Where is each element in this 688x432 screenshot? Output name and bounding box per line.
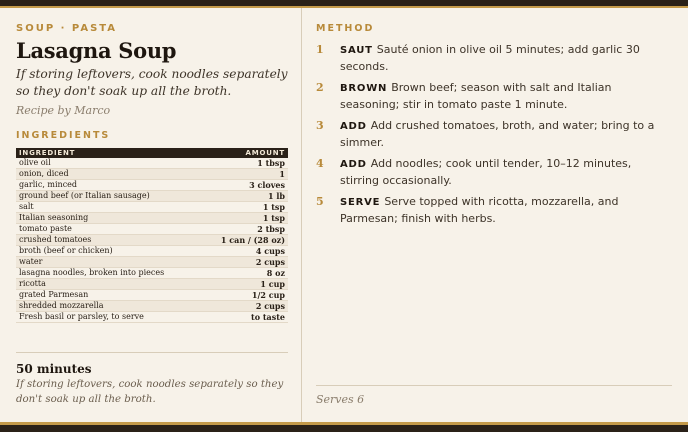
table-row — [16, 268, 288, 279]
ingredient-name: ground beef (or Italian sausage) — [16, 191, 202, 202]
step-verb: SAUT — [340, 45, 373, 56]
step-number: 3 — [316, 119, 324, 132]
ingredient-amount: 1 cup — [202, 279, 288, 290]
right-footer-divider — [316, 385, 672, 386]
ingredient-name: tomato paste — [16, 224, 202, 235]
ingredients-table — [16, 148, 288, 323]
column-divider — [301, 8, 302, 422]
category-eyebrow: SOUP · PASTA — [16, 23, 118, 34]
table-row — [16, 180, 288, 191]
ingredient-name: garlic, minced — [16, 180, 202, 191]
left-footer-divider — [16, 352, 288, 353]
list-item — [316, 42, 672, 75]
table-row — [16, 290, 288, 301]
ingredient-amount: 1 lb — [202, 191, 288, 202]
ingredient-amount: to taste — [202, 312, 288, 323]
step-verb: SERVE — [340, 197, 381, 208]
total-time: 50 minutes — [16, 362, 92, 376]
table-row — [16, 312, 288, 323]
ingredient-name: ricotta — [16, 279, 202, 290]
storage-tip: If storing leftovers, cook noodles separately so they don't soak up all the broth. — [16, 379, 284, 405]
bottom-border — [0, 425, 688, 432]
step-number: 2 — [316, 81, 324, 94]
step-text: Serve topped with ricotta, mozzarella, and Parmesan; finish with herbs. — [340, 195, 619, 225]
ingredients-heading: INGREDIENTS — [16, 130, 111, 141]
ingredient-amount: 2 cups — [202, 257, 288, 268]
ingredient-amount: 1 can / (28 oz) — [202, 235, 288, 246]
ingredient-name: grated Parmesan — [16, 290, 202, 301]
list-item — [316, 194, 672, 227]
ingredient-amount: 8 oz — [202, 268, 288, 279]
ingredient-name: salt — [16, 202, 202, 213]
step-verb: ADD — [340, 121, 367, 132]
table-row — [16, 213, 288, 224]
ingredient-name: broth (beef or chicken) — [16, 246, 202, 257]
ingredient-name: Italian seasoning — [16, 213, 202, 224]
ingredient-amount: 2 cups — [202, 301, 288, 312]
ingredient-amount: 4 cups — [202, 246, 288, 257]
ingredient-name: onion, diced — [16, 169, 202, 180]
step-number: 4 — [316, 157, 324, 170]
ingredient-name: crushed tomatoes — [16, 235, 202, 246]
step-number: 1 — [316, 43, 324, 56]
ingredient-name: shredded mozzarella — [16, 301, 202, 312]
ingredient-amount: 1 tbsp — [202, 158, 288, 169]
list-item — [316, 80, 672, 113]
top-border — [0, 0, 688, 6]
step-number: 5 — [316, 195, 324, 208]
table-row — [16, 279, 288, 290]
ingredient-amount: 2 tbsp — [202, 224, 288, 235]
table-row — [16, 301, 288, 312]
ingredient-amount: 1 — [202, 169, 288, 180]
recipe-byline: Recipe by Marco — [16, 104, 111, 117]
table-row — [16, 191, 288, 202]
ingredient-amount: 1 tsp — [202, 202, 288, 213]
ingredients-header-row — [16, 148, 288, 158]
ingredient-name: Fresh basil or parsley, to serve — [16, 312, 202, 323]
ingredient-column-header: INGREDIENT — [16, 148, 202, 158]
table-row — [16, 246, 288, 257]
ingredient-name: olive oil — [16, 158, 202, 169]
ingredient-amount: 1/2 cup — [202, 290, 288, 301]
ingredient-amount: 3 cloves — [202, 180, 288, 191]
recipe-subtitle: If storing leftovers, cook noodles separately so they don't soak up all the broth. — [16, 67, 288, 98]
ingredient-name: water — [16, 257, 202, 268]
step-text: Brown beef; season with salt and Italian seasoning; stir in tomato paste 1 minute. — [340, 81, 612, 111]
table-row — [16, 257, 288, 268]
table-row — [16, 169, 288, 180]
table-row — [16, 158, 288, 169]
left-column — [16, 8, 288, 422]
step-text: Add crushed tomatoes, broth, and water; bring to a simmer. — [340, 119, 655, 149]
table-row — [16, 202, 288, 213]
step-text: Add noodles; cook until tender, 10–12 minutes, stirring occasionally. — [340, 157, 632, 187]
method-heading: METHOD — [316, 23, 375, 34]
servings: Serves 6 — [316, 393, 365, 406]
step-text: Sauté onion in olive oil 5 minutes; add garlic 30 seconds. — [340, 43, 640, 73]
list-item — [316, 156, 672, 189]
recipe-title: Lasagna Soup — [16, 38, 177, 63]
method-steps — [316, 42, 672, 227]
right-column — [316, 8, 672, 422]
table-row — [16, 224, 288, 235]
list-item — [316, 118, 672, 151]
ingredient-amount: 1 tsp — [202, 213, 288, 224]
ingredient-name: lasagna noodles, broken into pieces — [16, 268, 202, 279]
step-verb: BROWN — [340, 83, 388, 94]
step-verb: ADD — [340, 159, 367, 170]
amount-column-header: AMOUNT — [202, 148, 288, 158]
table-row — [16, 235, 288, 246]
